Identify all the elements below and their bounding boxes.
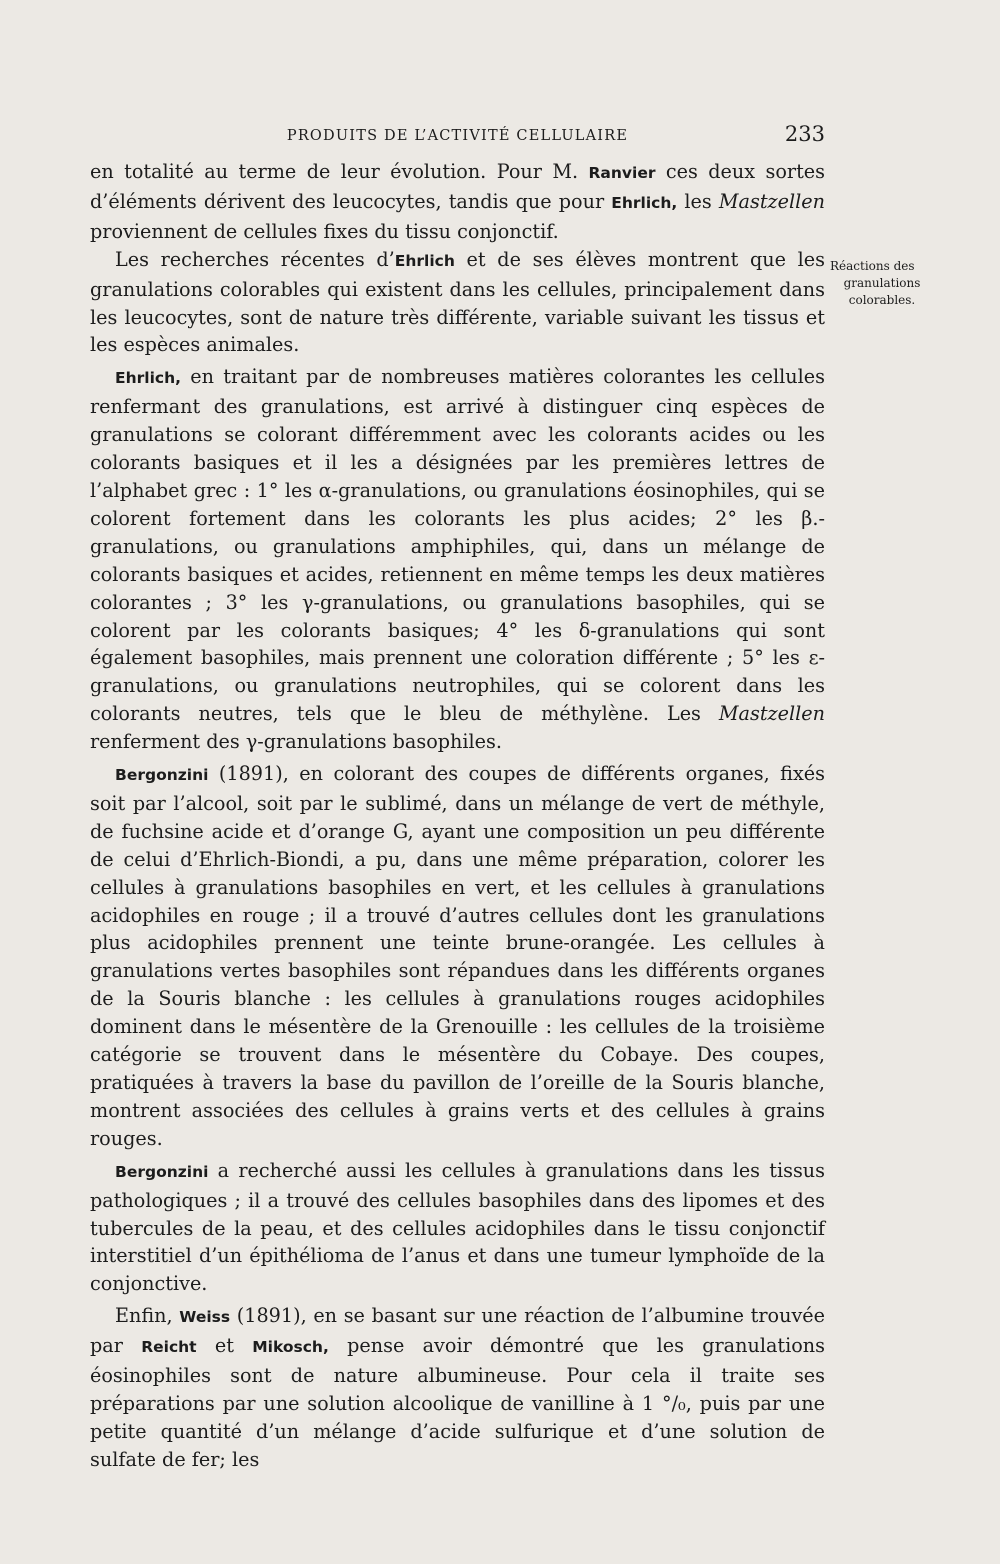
text-span: renferment des γ-granulations basophiles. <box>90 730 502 754</box>
text-span: pense avoir démontré que les granulations éosinophiles sont de nature albumineuse. Pour cela il traite ses préparations par une solution alcoolique de vanilline à 1 °/₀, puis par une petite quantité d’un mélange d’acide sulfurique et d’une solution de sulfate de fer; les <box>90 1334 825 1471</box>
text-span: ces deux sortes d’éléments dérivent des leucocytes, tandis que pour <box>90 160 825 213</box>
paragraph-5 <box>90 1157 825 1299</box>
margin-note-line: granulations <box>843 276 921 290</box>
text-span: et de ses élèves montrent que les granulations colorables qui existent dans les cellules, principalement dans les leucocytes, sont de nature très différente, variable suivant les tissus et les espèces animales. <box>90 247 825 357</box>
text-span: proviennent de cellules fixes du tissu conjonctif. <box>90 219 559 243</box>
italic-term: Mastzellen <box>718 702 825 726</box>
paragraph-4 <box>90 760 825 1153</box>
page-number: 233 <box>784 122 825 146</box>
margin-note-line: Réactions des <box>830 259 915 273</box>
header-title: PRODUITS DE L’ACTIVITÉ CELLULAIRE <box>286 128 629 144</box>
margin-note <box>828 258 936 309</box>
italic-term: Mastzellen <box>718 189 825 213</box>
text-span: Les recherches récentes d’ <box>115 247 395 271</box>
text-span: (1891), en colorant des coupes de différents organes, fixés soit par l’alcool, soit par le sublimé, dans un mélange de vert de méthyle, de fuchsine acide et d’orange G, ayant une composition un peu différente de celui d’Ehrlich-Biondi, a pu, dans une même préparation, colorer les cellules à granulations basophiles en vert, et les cellules à granulations acidophiles en rouge ; il a trouvé d’autres cellules dont les granulations plus acidophiles prennent une teinte brune-orangée. Les cellules à granulations vertes basophiles sont répandues dans les différents organes de la Souris blanche : les cellules à granulations rouges acidophiles dominent dans le mésentère de la Grenouille : les cellules de la troisième catégorie se trouvent dans le mésentère du Cobaye. Des coupes, pratiquées à travers la base du pavillon de l’oreille de la Souris blanche, montrent associées des cellules à grains verts et des cellules à grains rouges. <box>90 762 825 1150</box>
text-span: en totalité au terme de leur évolution. Pour M. <box>90 160 589 183</box>
text-span: et <box>196 1334 253 1358</box>
text-span: les <box>677 189 719 213</box>
author-name: Weiss <box>179 1308 231 1327</box>
text-span: (1891), en se basant sur une réaction de l’albumine trouvée par <box>90 1304 825 1358</box>
author-name: Mikosch, <box>252 1338 329 1357</box>
paragraph-6 <box>90 1302 825 1473</box>
paragraph-3 <box>90 363 825 756</box>
author-name: Ehrlich, <box>115 369 182 388</box>
text-span: a recherché aussi les cellules à granulations dans les tissus pathologiques ; il a trouvé des cellules basophiles dans des lipomes et des tubercules de la peau, et des cellules acidophiles dans le tissu conjonctif interstitiel d’un épithélioma de l’anus et dans une tumeur lymphoïde de la conjonctive. <box>90 1158 825 1296</box>
running-head <box>90 122 825 152</box>
text-span: en traitant par de nombreuses matières colorantes les cellules renfermant des granulations, est arrivé à distinguer cinq espèces de granulations se colorant différemment avec les colorants acides ou les colorants basiques et il les a désignées par les premières lettres de l’alphabet grec : 1° les α-granulations, ou granulations éosinophiles, qui se colorent fortement dans les colorants les plus acides; 2° les β.-granulations, ou granulations amphiphiles, qui, dans un mélange de colorants basiques et acides, retiennent en même temps les deux matières colorantes ; 3° les γ-granulations, ou granulations basophiles, qui se colorent par les colorants basiques; 4° les δ-granulations qui sont également basophiles, mais prennent une coloration différente ; 5° les ε-granulations, ou granulations neutrophiles, qui se colorent dans les colorants neutres, tels que le bleu de méthylène. Les <box>90 365 825 726</box>
margin-note-line: colorables. <box>848 293 916 307</box>
body-text <box>90 158 825 1474</box>
author-name: Ranvier <box>588 164 656 182</box>
paragraph-1 <box>90 158 825 246</box>
author-name: Bergonzini <box>115 1162 209 1181</box>
author-name: Ehrlich, <box>611 193 678 212</box>
author-name: Reicht <box>141 1338 197 1357</box>
text-span: Enfin, <box>115 1304 180 1328</box>
paragraph-2 <box>90 246 825 360</box>
author-name: Bergonzini <box>115 766 209 785</box>
author-name: Ehrlich <box>394 251 455 270</box>
